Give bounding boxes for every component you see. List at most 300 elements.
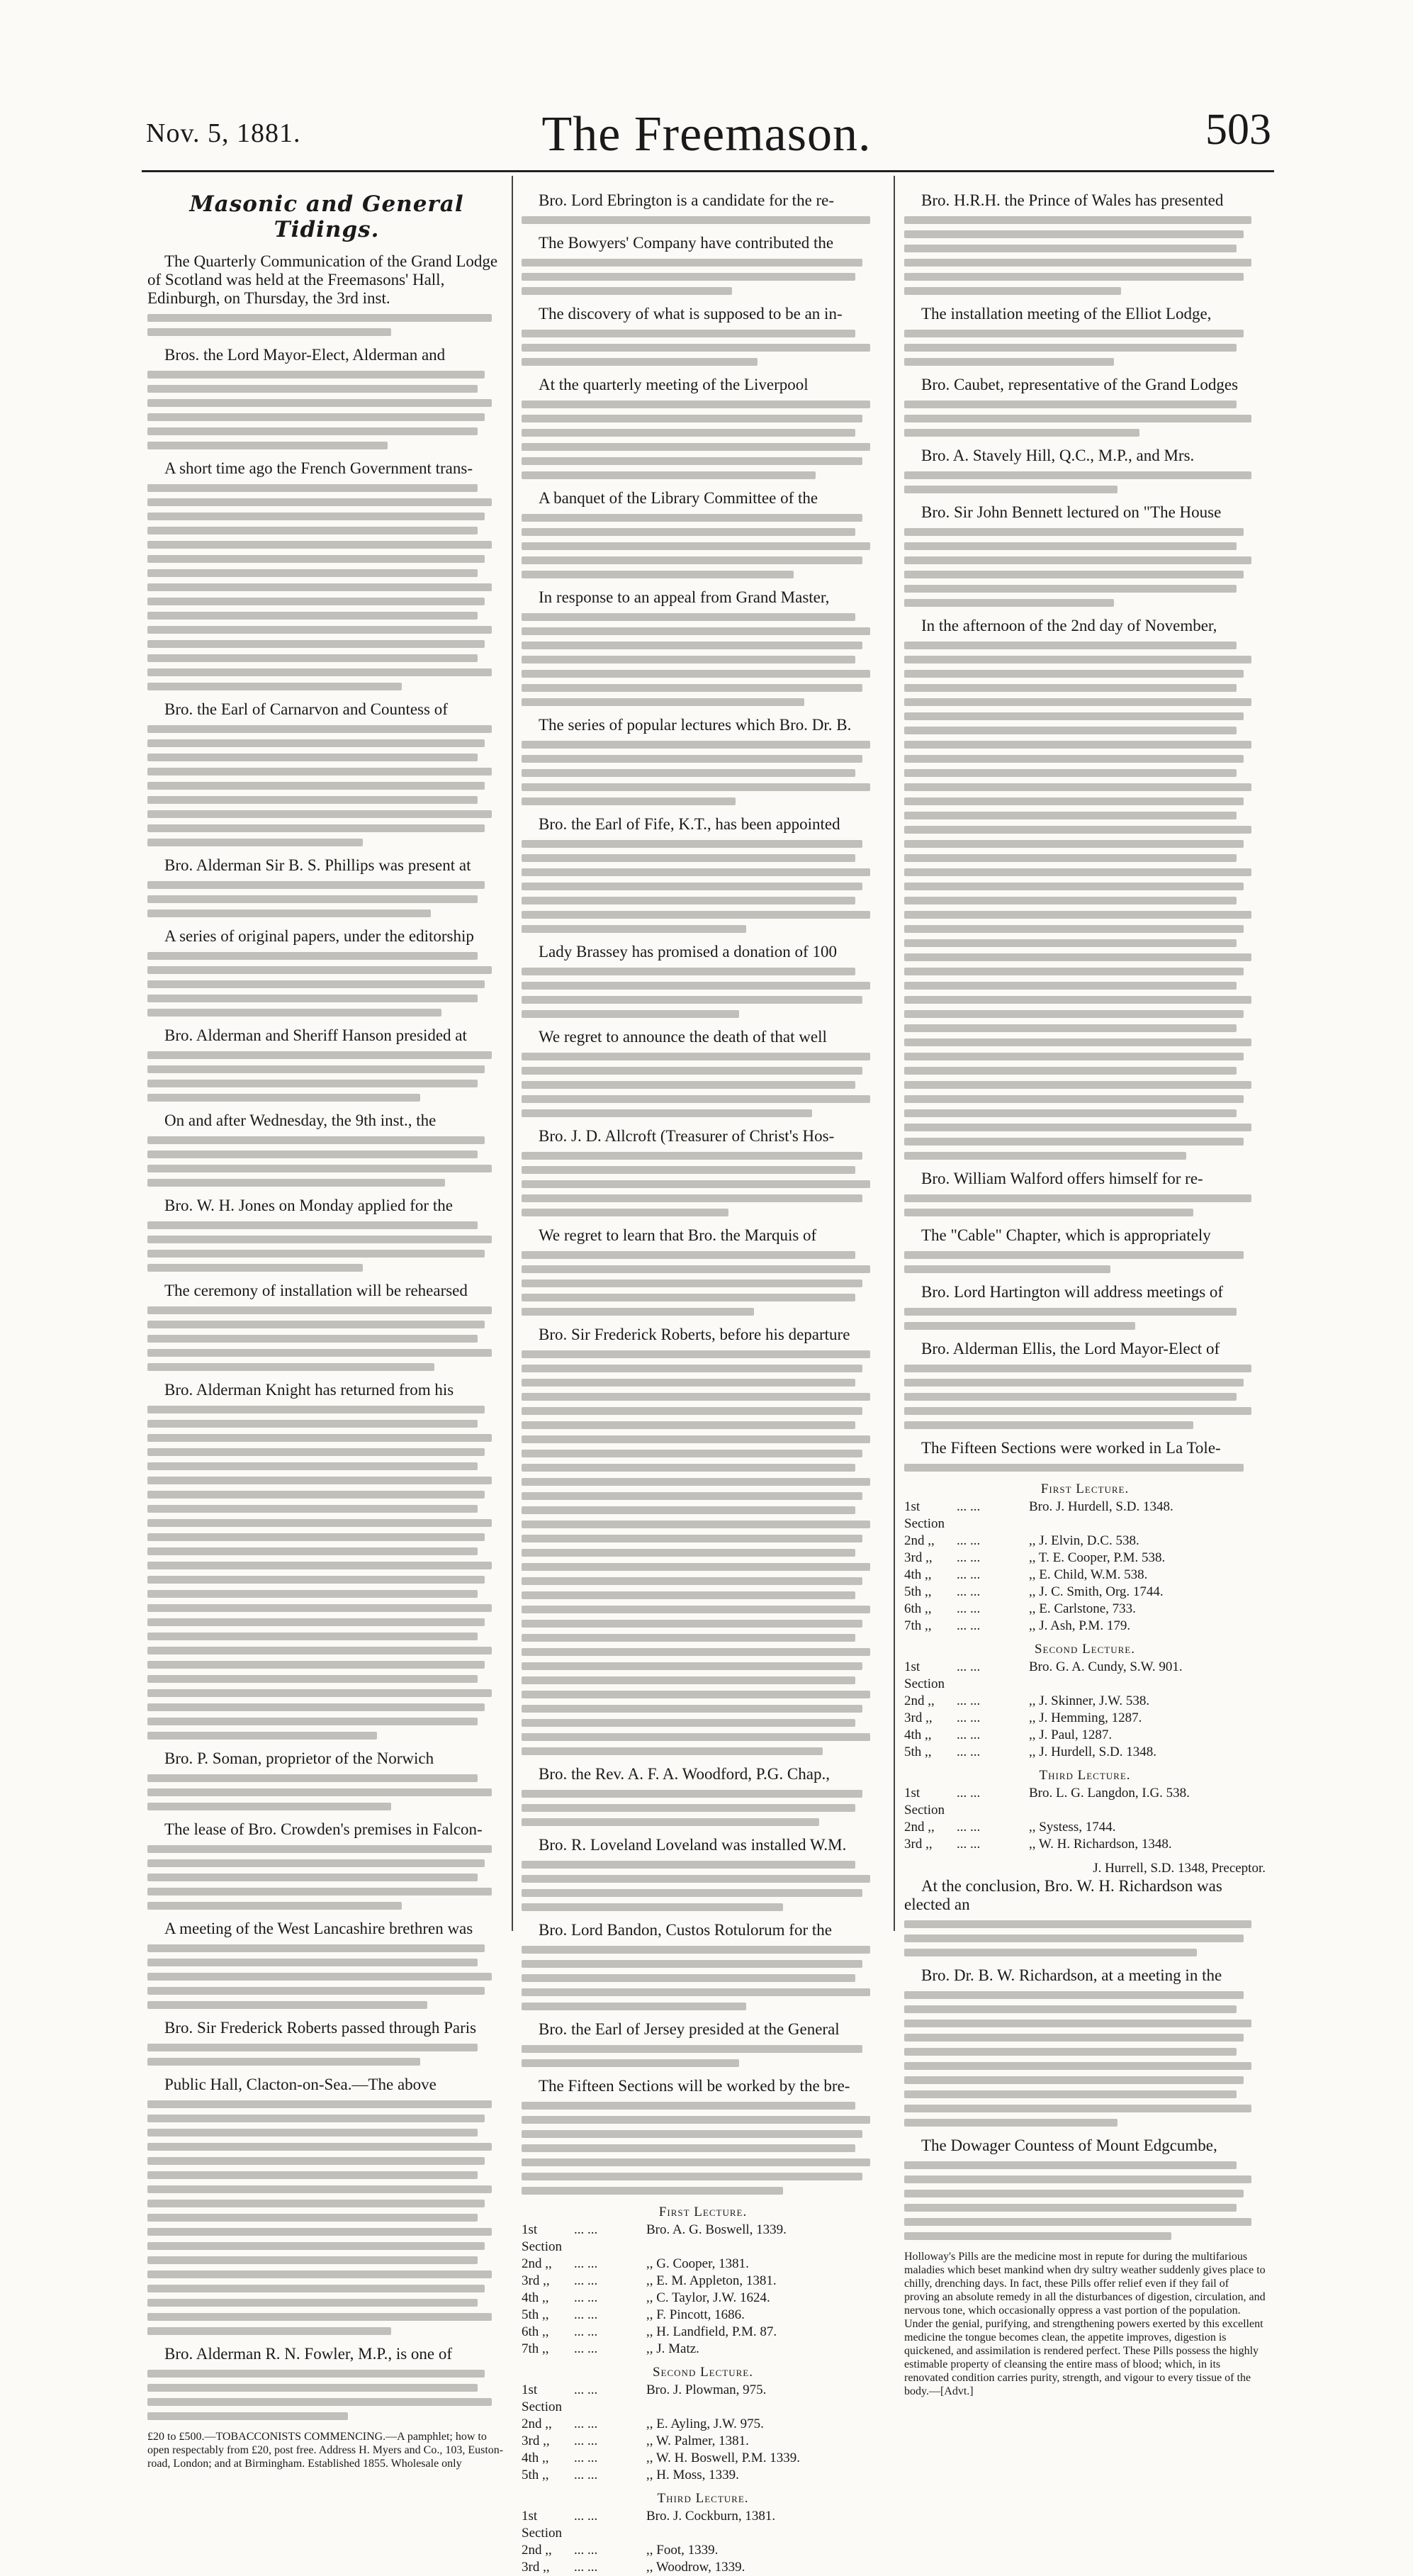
news-item-lead: Bro. Sir Frederick Roberts, before his departure [539,1326,850,1343]
news-item-lead: The "Cable" Chapter, which is appropriately [921,1226,1211,1244]
leader-dots: ... ... [574,2324,598,2339]
body-text-line [522,1209,728,1216]
news-item-lead: Bro. the Earl of Jersey presided at the General [539,2020,840,2038]
news-item-lead: Bro. P. Soman, proprietor of the Norwich [164,1749,434,1767]
body-text-line [904,2105,1251,2112]
news-item-lead: Bro. J. D. Allcroft (Treasurer of Christ's Hos- [539,1127,835,1145]
section-ordinal: 4th ,, [522,2290,549,2305]
body-text-line [904,1365,1251,1372]
body-text-line [904,854,1237,862]
news-item-lead: Public Hall, Clacton-on-Sea.—The above [164,2076,437,2093]
lecture-section-row [522,2341,884,2358]
lecture-title: Second Lecture. [652,2365,753,2380]
body-text-line [147,371,485,379]
news-item-lead: The Fifteen Sections were worked in La Tole- [921,1439,1221,1457]
body-text-line [904,1053,1244,1060]
body-text-line [904,656,1251,663]
lecture-title: Third Lecture. [1039,1768,1131,1783]
news-item [522,1226,884,1316]
body-text-line [904,1095,1244,1103]
lecture-section-row [904,1550,1266,1567]
brother-name: ,, Woodrow, 1339. [646,2560,745,2575]
body-text-line [522,1435,870,1443]
body-text-line [522,2158,870,2166]
lodge-preceptor: J. Hurrell, S.D. 1348, Preceptor. [1093,1861,1266,1876]
lecture-section-row [904,1601,1266,1618]
body-text-line [522,1521,870,1528]
body-text-line [522,1705,862,1713]
body-text-line [522,1180,870,1188]
body-text-line [904,358,1114,366]
body-text-line [522,684,862,692]
lecture-title: First Lecture. [658,2205,748,2219]
body-text-line [522,769,855,777]
body-text-line [904,1322,1135,1330]
body-text-line [147,824,485,832]
lecture-section-row [522,2290,884,2307]
body-text-line [147,2001,427,2009]
body-text-line [147,484,478,492]
body-text-line [147,1335,478,1343]
body-text-line [522,358,758,366]
leader-dots: ... ... [957,1618,981,1633]
news-item [147,1920,506,2009]
body-text-line [147,782,485,790]
brother-name: Bro. J. Hurdell, S.D. 1348. [1029,1499,1173,1514]
body-text-line [522,1620,862,1628]
news-item [522,716,884,805]
body-text-line [904,2020,1251,2027]
leader-dots: ... ... [957,1567,981,1582]
lecture-section-row [904,1727,1266,1744]
body-text-line [147,2115,485,2122]
body-text-line [147,1689,492,1697]
section-ordinal: 6th ,, [522,2324,549,2339]
body-text-line [147,1590,478,1598]
column-divider [512,176,513,1931]
body-text-line [522,273,855,281]
brother-name: ,, F. Pincott, 1686. [646,2307,745,2322]
news-item-lead: A meeting of the West Lancashire brethren was [164,1920,473,1937]
news-item-lead: Bro. Sir John Bennett lectured on "The House [921,503,1222,521]
body-text-line [147,1065,485,1073]
body-text-line [147,569,478,577]
body-text-line [147,1959,478,1966]
leader-dots: ... ... [574,2222,598,2237]
leader-dots: ... ... [957,1820,981,1835]
leader-dots: ... ... [957,1745,981,1759]
body-text-line [147,1448,485,1456]
lecture-section-row [522,2467,884,2484]
body-text-line [147,2200,485,2207]
news-item-lead: The series of popular lectures which Bro. Dr. B. [539,716,852,734]
body-text-line [522,911,870,919]
body-text-line [522,1166,855,1174]
news-item [904,2137,1266,2240]
body-text-line [522,1577,862,1585]
body-text-line [147,2058,420,2066]
leader-dots: ... ... [574,2382,598,2397]
body-text-line [522,1492,862,1500]
news-item [147,346,506,449]
section-ordinal: 1st Section [904,1499,945,1531]
body-text-line [904,528,1244,536]
body-text-line [522,1308,754,1316]
body-text-line [147,1165,492,1172]
news-item-lead: Bro. Alderman Knight has returned from his [164,1381,454,1399]
body-text-line [147,668,492,676]
body-text-line [147,2143,492,2151]
body-text-line [522,1294,855,1301]
body-text-line [522,415,862,422]
body-text-line [904,925,1244,933]
section-ordinal: 2nd ,, [904,1533,935,1548]
body-text-line [147,2157,485,2165]
body-text-line [522,443,870,451]
body-text-line [904,1407,1251,1415]
section-ordinal: 1st Section [522,2222,562,2254]
body-text-line [904,698,1251,706]
column-2 [522,191,884,2575]
body-text-line [147,796,478,804]
news-item [522,943,884,1018]
news-item [522,1028,884,1117]
body-text-line [522,1662,862,1670]
news-item-lead: A banquet of the Library Committee of the [539,489,818,507]
body-text-line [904,883,1244,890]
column-3 [904,191,1266,2397]
body-text-line [522,1563,870,1571]
body-text-line [904,330,1244,337]
body-text-line [522,670,870,678]
leader-dots: ... ... [574,2434,598,2448]
body-text-line [904,230,1244,238]
section-ordinal: 5th ,, [522,2307,549,2322]
body-text-line [147,385,478,393]
body-text-line [904,1991,1244,1999]
body-text-line [522,1506,855,1514]
brother-name: Bro. G. A. Cundy, S.W. 901. [1029,1659,1183,1674]
body-text-line [522,1464,855,1472]
body-text-line [904,1308,1237,1316]
news-item [904,1283,1266,1330]
leader-dots: ... ... [957,1693,981,1708]
lecture-section-row [522,2307,884,2324]
body-text-line [522,2187,783,2195]
news-item-lead: Bro. Sir Frederick Roberts passed through Paris [164,2019,477,2037]
news-item-lead: Bro. the Earl of Fife, K.T., has been appointed [539,815,840,833]
body-text-line [904,1920,1251,1928]
body-text-line [522,528,855,536]
body-text-line [904,911,1251,919]
brother-name: ,, J. Hurdell, S.D. 1348. [1029,1745,1156,1759]
body-text-line [147,1562,492,1569]
body-text-line [147,1732,377,1740]
body-text-line [147,952,478,960]
news-item-lead: Bro. Alderman Sir B. S. Phillips was present at [164,856,471,874]
body-text-line [147,2384,478,2392]
body-text-line [147,909,431,917]
body-text-line [904,2190,1244,2197]
body-text-line [147,1661,485,1669]
lecture-block [904,1768,1266,1853]
body-text-line [147,754,478,761]
body-text-line [904,712,1244,720]
body-text-line [522,1081,855,1089]
brother-name: ,, W. H. Richardson, 1348. [1029,1837,1172,1852]
body-text-line [904,471,1251,479]
section-ordinal: 2nd ,, [904,1693,935,1708]
body-text-line [904,755,1244,763]
body-text-line [147,768,492,775]
issue-date: Nov. 5, 1881. [146,118,301,148]
body-text-line [522,1719,855,1727]
body-text-line [904,2034,1244,2042]
section-ordinal: 2nd ,, [522,2543,552,2558]
news-item-lead: Bro. Dr. B. W. Richardson, at a meeting in the [921,1966,1222,1984]
news-item [147,1282,506,1371]
body-text-line [904,2062,1251,2070]
body-text-line [904,486,1118,493]
body-text-line [147,1788,492,1796]
body-text-line [904,429,1139,437]
body-text-line [904,2232,1171,2240]
body-text-line [904,2218,1251,2226]
body-text-line [904,2204,1237,2212]
body-text-line [522,755,862,763]
lecture-block [904,1482,1266,1635]
news-item-lead: In response to an appeal from Grand Master, [539,588,830,606]
body-text-line [147,1633,478,1640]
lecture-section-row [522,2559,884,2576]
column-3-lectures [904,1482,1266,1853]
news-item-lead: Bro. Alderman Ellis, the Lord Mayor-Elect of [921,1340,1220,1357]
news-item-lead: Bro. the Rev. A. F. A. Woodford, P.G. Chap., [539,1765,830,1783]
column-divider [894,176,895,1931]
lecture-section-row [904,1567,1266,1584]
body-text-line [904,1124,1251,1131]
body-text-line [522,2045,862,2053]
body-text-line [147,810,492,818]
body-text-line [522,627,870,635]
body-text-line [147,1434,492,1442]
brother-name: ,, W. H. Boswell, P.M. 1339. [646,2451,800,2465]
body-text-line [147,1080,478,1087]
body-text-line [522,1109,812,1117]
body-text-line [904,2161,1237,2169]
body-text-line [147,1845,492,1853]
news-item [522,815,884,933]
section-ordinal: 7th ,, [904,1618,932,1633]
body-text-line [904,670,1244,678]
body-text-line [904,1138,1244,1146]
body-text-line [522,1606,870,1613]
news-item-lead: The Bowyers' Company have contributed the [539,234,834,252]
body-text-line [904,741,1251,749]
brother-name: Bro. A. G. Boswell, 1339. [646,2222,787,2237]
body-text-line [147,2398,492,2406]
lecture-section-row [522,2416,884,2433]
body-text-line [147,839,363,846]
leader-dots: ... ... [957,1584,981,1599]
news-item-lead: Bro. the Earl of Carnarvon and Countess of [164,700,448,718]
body-text-line [147,1477,492,1484]
body-text-line [147,2412,348,2420]
body-text-line [522,2116,870,2124]
body-text-line [904,216,1251,224]
body-text-line [904,2119,1118,2127]
body-text-line [522,868,870,876]
body-text-line [522,1946,870,1954]
body-text-line [147,1774,478,1782]
body-text-line [522,556,862,564]
body-text-line [147,1491,485,1499]
lecture-title: First Lecture. [1040,1482,1130,1496]
body-text-line [147,1647,492,1654]
body-text-line [147,2242,485,2250]
section-ordinal: 4th ,, [904,1727,932,1742]
body-text-line [522,2102,855,2110]
body-text-line [147,1973,492,1981]
body-text-line [522,2003,746,2010]
leader-dots: ... ... [574,2341,598,2356]
body-text-line [147,1051,492,1059]
body-text-line [522,1903,783,1911]
body-text-line [147,2270,492,2278]
body-text-line [522,2173,862,2180]
news-item-lead: Bro. Caubet, representative of the Grand Lodges [921,376,1239,393]
body-text-line [147,1533,485,1541]
lecture-section-row [904,1836,1266,1853]
body-text-line [904,344,1237,352]
body-text-line [904,1379,1244,1387]
body-text-line [147,683,402,690]
news-item [147,2345,506,2420]
body-text-line [522,1818,819,1826]
body-text-line [904,868,1251,876]
news-item [904,376,1266,437]
body-text-line [522,1549,855,1557]
lecture-section-row [522,2256,884,2273]
news-item [147,1381,506,1740]
body-text-line [147,583,492,591]
news-item [522,2020,884,2067]
column-2-articles [522,191,884,2195]
body-text-line [904,571,1244,578]
brother-name: ,, H. Landfield, P.M. 87. [646,2324,777,2339]
body-text-line [147,2285,485,2292]
brother-name: ,, J. C. Smith, Org. 1744. [1029,1584,1164,1599]
news-item [147,459,506,690]
news-item-lead: A series of original papers, under the editorship [164,927,474,945]
body-text-line [147,1349,492,1357]
body-text-line [147,1859,485,1867]
news-item [522,1921,884,2010]
body-text-line [522,1067,862,1075]
body-text-line [904,556,1251,564]
body-text-line [147,413,485,421]
body-text-line [147,1094,420,1102]
body-text-line [522,1591,855,1599]
body-text-line [904,287,1121,295]
body-text-line [904,812,1237,819]
body-text-line [522,1279,862,1287]
body-text-line [904,1081,1251,1089]
news-item [147,927,506,1017]
masthead-title: The Freemason. [541,107,872,162]
body-text-line [522,1152,862,1160]
lecture-section-row [522,2222,884,2256]
body-text-line [522,1421,855,1429]
body-text-line [904,542,1237,550]
lecture-block [522,2205,884,2358]
news-item [904,305,1266,366]
body-text-line [522,1790,862,1798]
holloways-pills-notice: Holloway's Pills are the medicine most in repute for during the multifarious maladies which beset mankind when dry sultry weather suddenly gives place to chilly, drenching days. In fact, these Pills offer relief even if they fail of proving an absolute remedy in all the disturbances of digestion, circulation, and nervous tone, which occasionally oppress a vast portion of the population. Under the genial, purifying, and strengthening powers exerted by this excellent medicine the tongue becomes clean, the appetite improves, digestion is quickened, and assimilation is rendered perfect. These Pills possess the highly estimable property of cleansing the entire mass of blood; which, in its renovated condition carries purity, strength, and vigour to every tissue of the body.—[Advt.] [904,2251,1266,2397]
body-text-line [147,1547,478,1555]
brother-name: ,, J. Elvin, D.C. 538. [1029,1533,1139,1548]
body-text-line [522,968,855,975]
section-ordinal: 3rd ,, [904,1837,933,1852]
body-text-line [147,1264,363,1272]
body-text-line [904,585,1237,593]
body-text-line [147,2299,478,2307]
body-text-line [522,797,736,805]
body-text-line [522,1095,870,1103]
leader-dots: ... ... [957,1659,981,1674]
leader-dots: ... ... [574,2290,598,2305]
brother-name: ,, C. Taylor, J.W. 1624. [646,2290,770,2305]
body-text-line [147,2313,492,2321]
body-text-line [522,854,855,862]
body-text-line [904,1038,1251,1046]
body-text-line [522,542,870,550]
body-text-line [522,1733,870,1741]
body-text-line [147,1987,485,1995]
body-text-line [904,415,1251,422]
news-item [904,191,1266,295]
news-item-lead: The Quarterly Communication of the Grand Lodge of Scotland was held at the Freemasons' Hall, Edinburgh, on Thursday, the 3rd inst. [147,252,498,307]
body-text-line [522,1648,870,1656]
brother-name: ,, E. M. Appleton, 1381. [646,2273,777,2288]
news-item [522,234,884,295]
news-item [522,588,884,706]
news-item-lead: A short time ago the French Government trans- [164,459,473,477]
news-item-lead: On and after Wednesday, the 9th inst., the [164,1111,437,1129]
body-text-line [904,1067,1237,1075]
news-item [904,1170,1266,1216]
body-text-line [147,1221,478,1229]
body-text-line [522,2059,739,2067]
body-text-line [522,1265,870,1273]
body-text-line [147,1519,492,1527]
news-item-lead: Bro. R. Loveland Loveland was installed W.M. [539,1836,847,1854]
section-ordinal: 1st Section [522,2382,562,2414]
body-text-line [904,401,1237,408]
news-item [904,1340,1266,1429]
news-item-lead: Bro. Lord Ebrington is a candidate for the re- [539,191,835,209]
lecture-section-row [904,1618,1266,1635]
lecture-section-row [904,1819,1266,1836]
news-item-lead: At the quarterly meeting of the Liverpool [539,376,809,393]
body-text-line [147,527,478,534]
body-text-line [522,259,862,267]
news-item-lead: Bro. Lord Hartington will address meetings of [921,1283,1224,1301]
body-text-line [904,783,1251,791]
brother-name: ,, E. Ayling, J.W. 975. [646,2417,764,2431]
lecture-section-row [904,1584,1266,1601]
body-text-line [147,2044,478,2051]
